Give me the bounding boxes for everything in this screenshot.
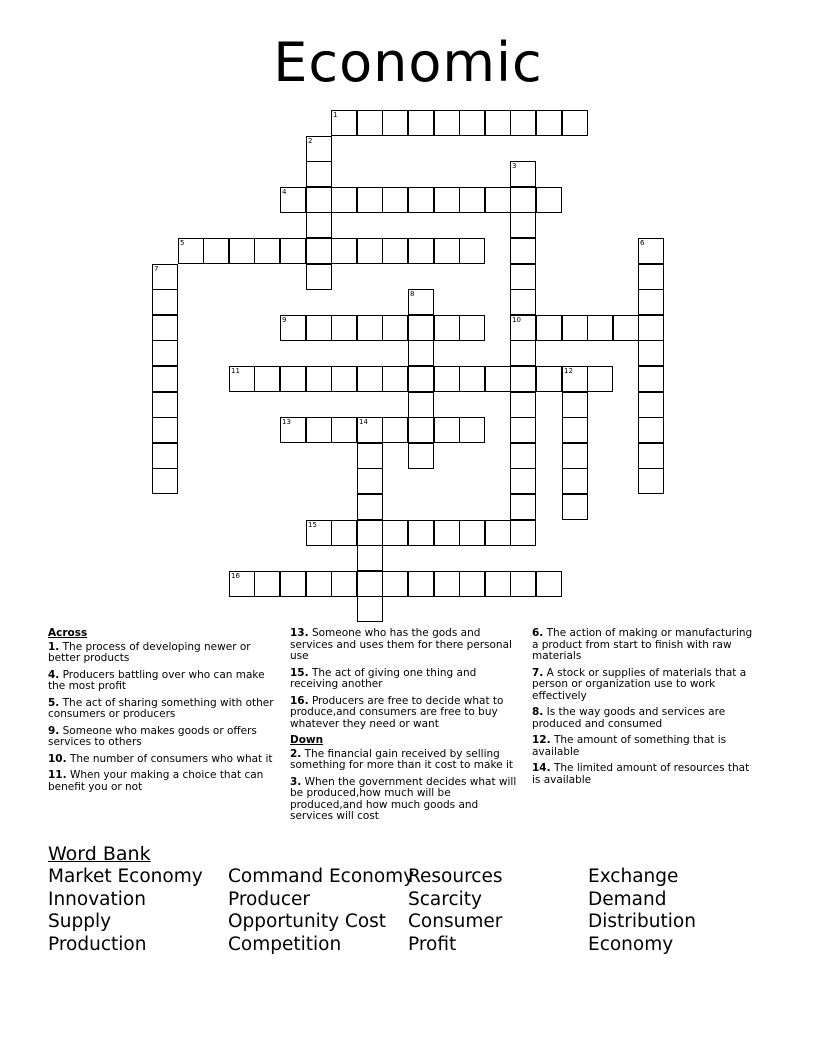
crossword-cell[interactable] [638,443,664,469]
crossword-cell[interactable] [434,571,460,597]
word-bank-column-1 [48,866,203,956]
word-bank-item: Demand [588,888,667,910]
crossword-cell[interactable] [562,315,588,341]
word-bank-item: Distribution [588,911,696,933]
crossword-cell[interactable] [459,520,485,546]
crossword-cell[interactable] [638,238,664,264]
clue-item: 2. The financial gain received by selling something for more than it cost to make it [290,747,514,771]
word-bank-item: Market Economy [48,866,203,887]
clue-item: 4. Producers battling over who can make the most profit [48,668,265,692]
crossword-cell[interactable] [408,443,434,469]
clue-number-label: 7 [154,265,159,273]
crossword-cell[interactable] [510,571,536,597]
crossword-cell[interactable] [638,417,664,443]
crossword-cell[interactable] [510,340,536,366]
word-bank-item: Resources [408,866,503,887]
crossword-cell[interactable] [331,238,357,264]
crossword-cell[interactable] [510,238,536,264]
crossword-cell[interactable] [536,315,562,341]
crossword-cell[interactable] [434,187,460,213]
clue-number-label: 5 [180,239,185,247]
crossword-cell[interactable] [152,340,178,366]
word-bank-item: Innovation [48,888,146,910]
crossword-cell[interactable] [203,238,229,264]
crossword-cell[interactable] [408,366,434,392]
crossword-cell[interactable] [434,417,460,443]
clue-section-heading: Down [290,734,324,746]
crossword-cell[interactable] [459,238,485,264]
clue-item: 1. The process of developing newer or better products [48,640,251,664]
crossword-cell[interactable] [536,571,562,597]
crossword-cell[interactable] [152,417,178,443]
crossword-cell[interactable] [562,494,588,520]
crossword-cell[interactable] [382,366,408,392]
crossword-cell[interactable] [357,238,383,264]
crossword-cell[interactable] [357,596,383,622]
crossword-cell[interactable] [510,392,536,418]
crossword-cell[interactable] [229,571,255,597]
crossword-cell[interactable] [485,571,511,597]
crossword-cell[interactable] [510,366,536,392]
crossword-cell[interactable] [382,238,408,264]
clue-number-label: 9 [282,316,287,324]
crossword-cell[interactable] [331,315,357,341]
crossword-cell[interactable] [510,289,536,315]
crossword-cell[interactable] [306,417,332,443]
clue-number-label: 8 [410,290,415,298]
crossword-cell[interactable] [459,571,485,597]
crossword-cell[interactable] [638,264,664,290]
crossword-cell[interactable] [357,443,383,469]
crossword-cell[interactable] [280,187,306,213]
crossword-cell[interactable] [510,110,536,136]
clue-section-heading: Across [48,627,88,639]
crossword-cell[interactable] [408,110,434,136]
crossword-cell[interactable] [229,238,255,264]
crossword-cell[interactable] [459,187,485,213]
crossword-cell[interactable] [357,366,383,392]
clue-item: 13. Someone who has the gods and services and uses them for there personal use [290,627,512,662]
crossword-cell[interactable] [306,187,332,213]
crossword-cell[interactable] [536,187,562,213]
crossword-cell[interactable] [510,468,536,494]
crossword-cell[interactable] [510,264,536,290]
crossword-cell[interactable] [408,392,434,418]
crossword-cell[interactable] [459,315,485,341]
crossword-cell[interactable] [510,212,536,238]
word-bank-column-3 [408,866,502,956]
crossword-cell[interactable] [638,315,664,341]
crossword-cell[interactable] [434,238,460,264]
crossword-cell[interactable] [485,110,511,136]
word-bank-item: Consumer [408,911,503,933]
clue-item: 10. The number of consumers who what it [48,752,273,765]
crossword-cell[interactable] [152,315,178,341]
crossword-cell[interactable] [536,110,562,136]
crossword-cell[interactable] [613,315,639,341]
crossword-cell[interactable] [459,110,485,136]
crossword-cell[interactable] [306,212,332,238]
crossword-cell[interactable] [408,238,434,264]
crossword-cell[interactable] [510,520,536,546]
clue-number-label: 11 [231,367,240,375]
crossword-cell[interactable] [306,366,332,392]
clue-number-label: 3 [512,162,517,170]
crossword-cell[interactable] [331,110,357,136]
word-bank-item: Production [48,933,147,955]
crossword-cell[interactable] [562,366,588,392]
clue-number-label: 12 [564,367,573,375]
crossword-cell[interactable] [280,238,306,264]
crossword-cell[interactable] [152,289,178,315]
crossword-cell[interactable] [306,264,332,290]
word-bank-item: Supply [48,911,112,933]
crossword-cell[interactable] [331,366,357,392]
crossword-cell[interactable] [434,110,460,136]
crossword-cell[interactable] [331,520,357,546]
word-bank-column-2 [228,866,414,956]
crossword-cell[interactable] [306,571,332,597]
word-bank-item: Competition [228,933,342,955]
word-bank-title: Word Bank [48,843,151,865]
word-bank-item: Scarcity [408,888,482,910]
clue-number-label: 1 [333,111,338,119]
clue-number-label: 13 [282,418,291,426]
crossword-cell[interactable] [280,366,306,392]
crossword-cell[interactable] [306,520,332,546]
word-bank-item: Opportunity Cost [228,911,387,933]
crossword-cell[interactable] [510,187,536,213]
crossword-cell[interactable] [331,417,357,443]
clues-column-2 [290,628,520,828]
crossword-cell[interactable] [178,238,204,264]
crossword-cell[interactable] [562,468,588,494]
crossword-cell[interactable] [254,571,280,597]
crossword-cell[interactable] [357,417,383,443]
crossword-cell[interactable] [357,110,383,136]
crossword-cell[interactable] [152,468,178,494]
word-bank-column-4 [588,866,696,956]
crossword-cell[interactable] [306,161,332,187]
clue-item: 5. The act of sharing something with other consumers or producers [48,696,274,720]
crossword-cell[interactable] [459,417,485,443]
crossword-cell[interactable] [382,571,408,597]
crossword-cell[interactable] [638,468,664,494]
word-bank-item: Profit [408,933,457,955]
crossword-cell[interactable] [408,187,434,213]
crossword-cell[interactable] [229,366,255,392]
crossword-cell[interactable] [587,315,613,341]
crossword-cell[interactable] [510,161,536,187]
crossword-cell[interactable] [254,238,280,264]
clue-number-label: 14 [359,418,368,426]
clue-number-label: 6 [640,239,645,247]
clues-column-1 [48,628,274,798]
crossword-cell[interactable] [382,187,408,213]
crossword-cell[interactable] [280,315,306,341]
clue-number-label: 2 [308,137,313,145]
clue-number-label: 4 [282,188,287,196]
crossword-cell[interactable] [434,315,460,341]
clue-item: 16. Producers are free to decide what to produce,and consumers are free to buy whatever they need or want [290,694,504,730]
crossword-cell[interactable] [357,468,383,494]
word-bank-item: Command Economy [228,866,415,887]
crossword-cell[interactable] [152,264,178,290]
crossword-cell[interactable] [331,187,357,213]
crossword-cell[interactable] [382,315,408,341]
crossword-cell[interactable] [638,366,664,392]
crossword-cell[interactable] [306,136,332,162]
crossword-cell[interactable] [408,571,434,597]
crossword-cell[interactable] [408,289,434,315]
crossword-cell[interactable] [357,187,383,213]
clue-item: 14. The limited amount of resources that is available [532,762,750,786]
crossword-cell[interactable] [459,366,485,392]
crossword-cell[interactable] [408,340,434,366]
crossword-cell[interactable] [331,571,357,597]
crossword-cell[interactable] [306,315,332,341]
crossword-cell[interactable] [485,366,511,392]
clue-number-label: 15 [308,521,317,529]
crossword-cell[interactable] [382,520,408,546]
clue-item: 3. When the government decides what will be produced,how much will be produced,and how much goods and services will cost [290,775,517,822]
crossword-cell[interactable] [306,238,332,264]
clue-item: 8. Is the way goods and services are produced and consumed [532,706,726,730]
crossword-cell[interactable] [408,417,434,443]
crossword-cell[interactable] [408,520,434,546]
clue-number-label: 10 [512,316,521,324]
crossword-cell[interactable] [357,545,383,571]
crossword-cell[interactable] [510,443,536,469]
clue-item: 15. The act of giving one thing and receiving another [290,666,477,690]
crossword-cell[interactable] [638,289,664,315]
crossword-cell[interactable] [638,340,664,366]
crossword-cell[interactable] [152,366,178,392]
page-title: Economic [273,31,543,94]
crossword-cell[interactable] [485,187,511,213]
word-bank-item: Exchange [588,866,679,887]
crossword-cell[interactable] [562,110,588,136]
clue-item: 7. A stock or supplies of materials that a person or organization use to work effectively [532,666,747,702]
crossword-cell[interactable] [254,366,280,392]
clue-number-label: 16 [231,572,240,580]
crossword-cell[interactable] [562,443,588,469]
crossword-cell[interactable] [357,494,383,520]
crossword-cell[interactable] [510,417,536,443]
crossword-cell[interactable] [485,520,511,546]
crossword-cell[interactable] [434,520,460,546]
clue-item: 12. The amount of something that is available [532,734,727,758]
crossword-cell[interactable] [382,110,408,136]
crossword-cell[interactable] [510,315,536,341]
crossword-cell[interactable] [434,366,460,392]
crossword-cell[interactable] [562,417,588,443]
clue-item: 6. The action of making or manufacturing a product from start to finish with raw materials [532,627,753,662]
clues-column-3 [532,628,758,791]
crossword-cell[interactable] [510,494,536,520]
crossword-cell[interactable] [562,392,588,418]
crossword-cell[interactable] [587,366,613,392]
crossword-cell[interactable] [536,366,562,392]
crossword-cell[interactable] [408,315,434,341]
crossword-cell[interactable] [357,571,383,597]
crossword-cell[interactable] [280,571,306,597]
crossword-cell[interactable] [382,417,408,443]
crossword-cell[interactable] [357,315,383,341]
crossword-cell[interactable] [152,392,178,418]
crossword-cell[interactable] [152,443,178,469]
crossword-cell[interactable] [638,392,664,418]
clue-item: 11. When your making a choice that can benefit you or not [48,769,264,793]
crossword-cell[interactable] [357,520,383,546]
crossword-cell[interactable] [280,417,306,443]
word-bank-item: Economy [588,933,674,955]
word-bank-item: Producer [228,888,310,910]
clue-item: 9. Someone who makes goods or offers services to others [48,724,257,748]
